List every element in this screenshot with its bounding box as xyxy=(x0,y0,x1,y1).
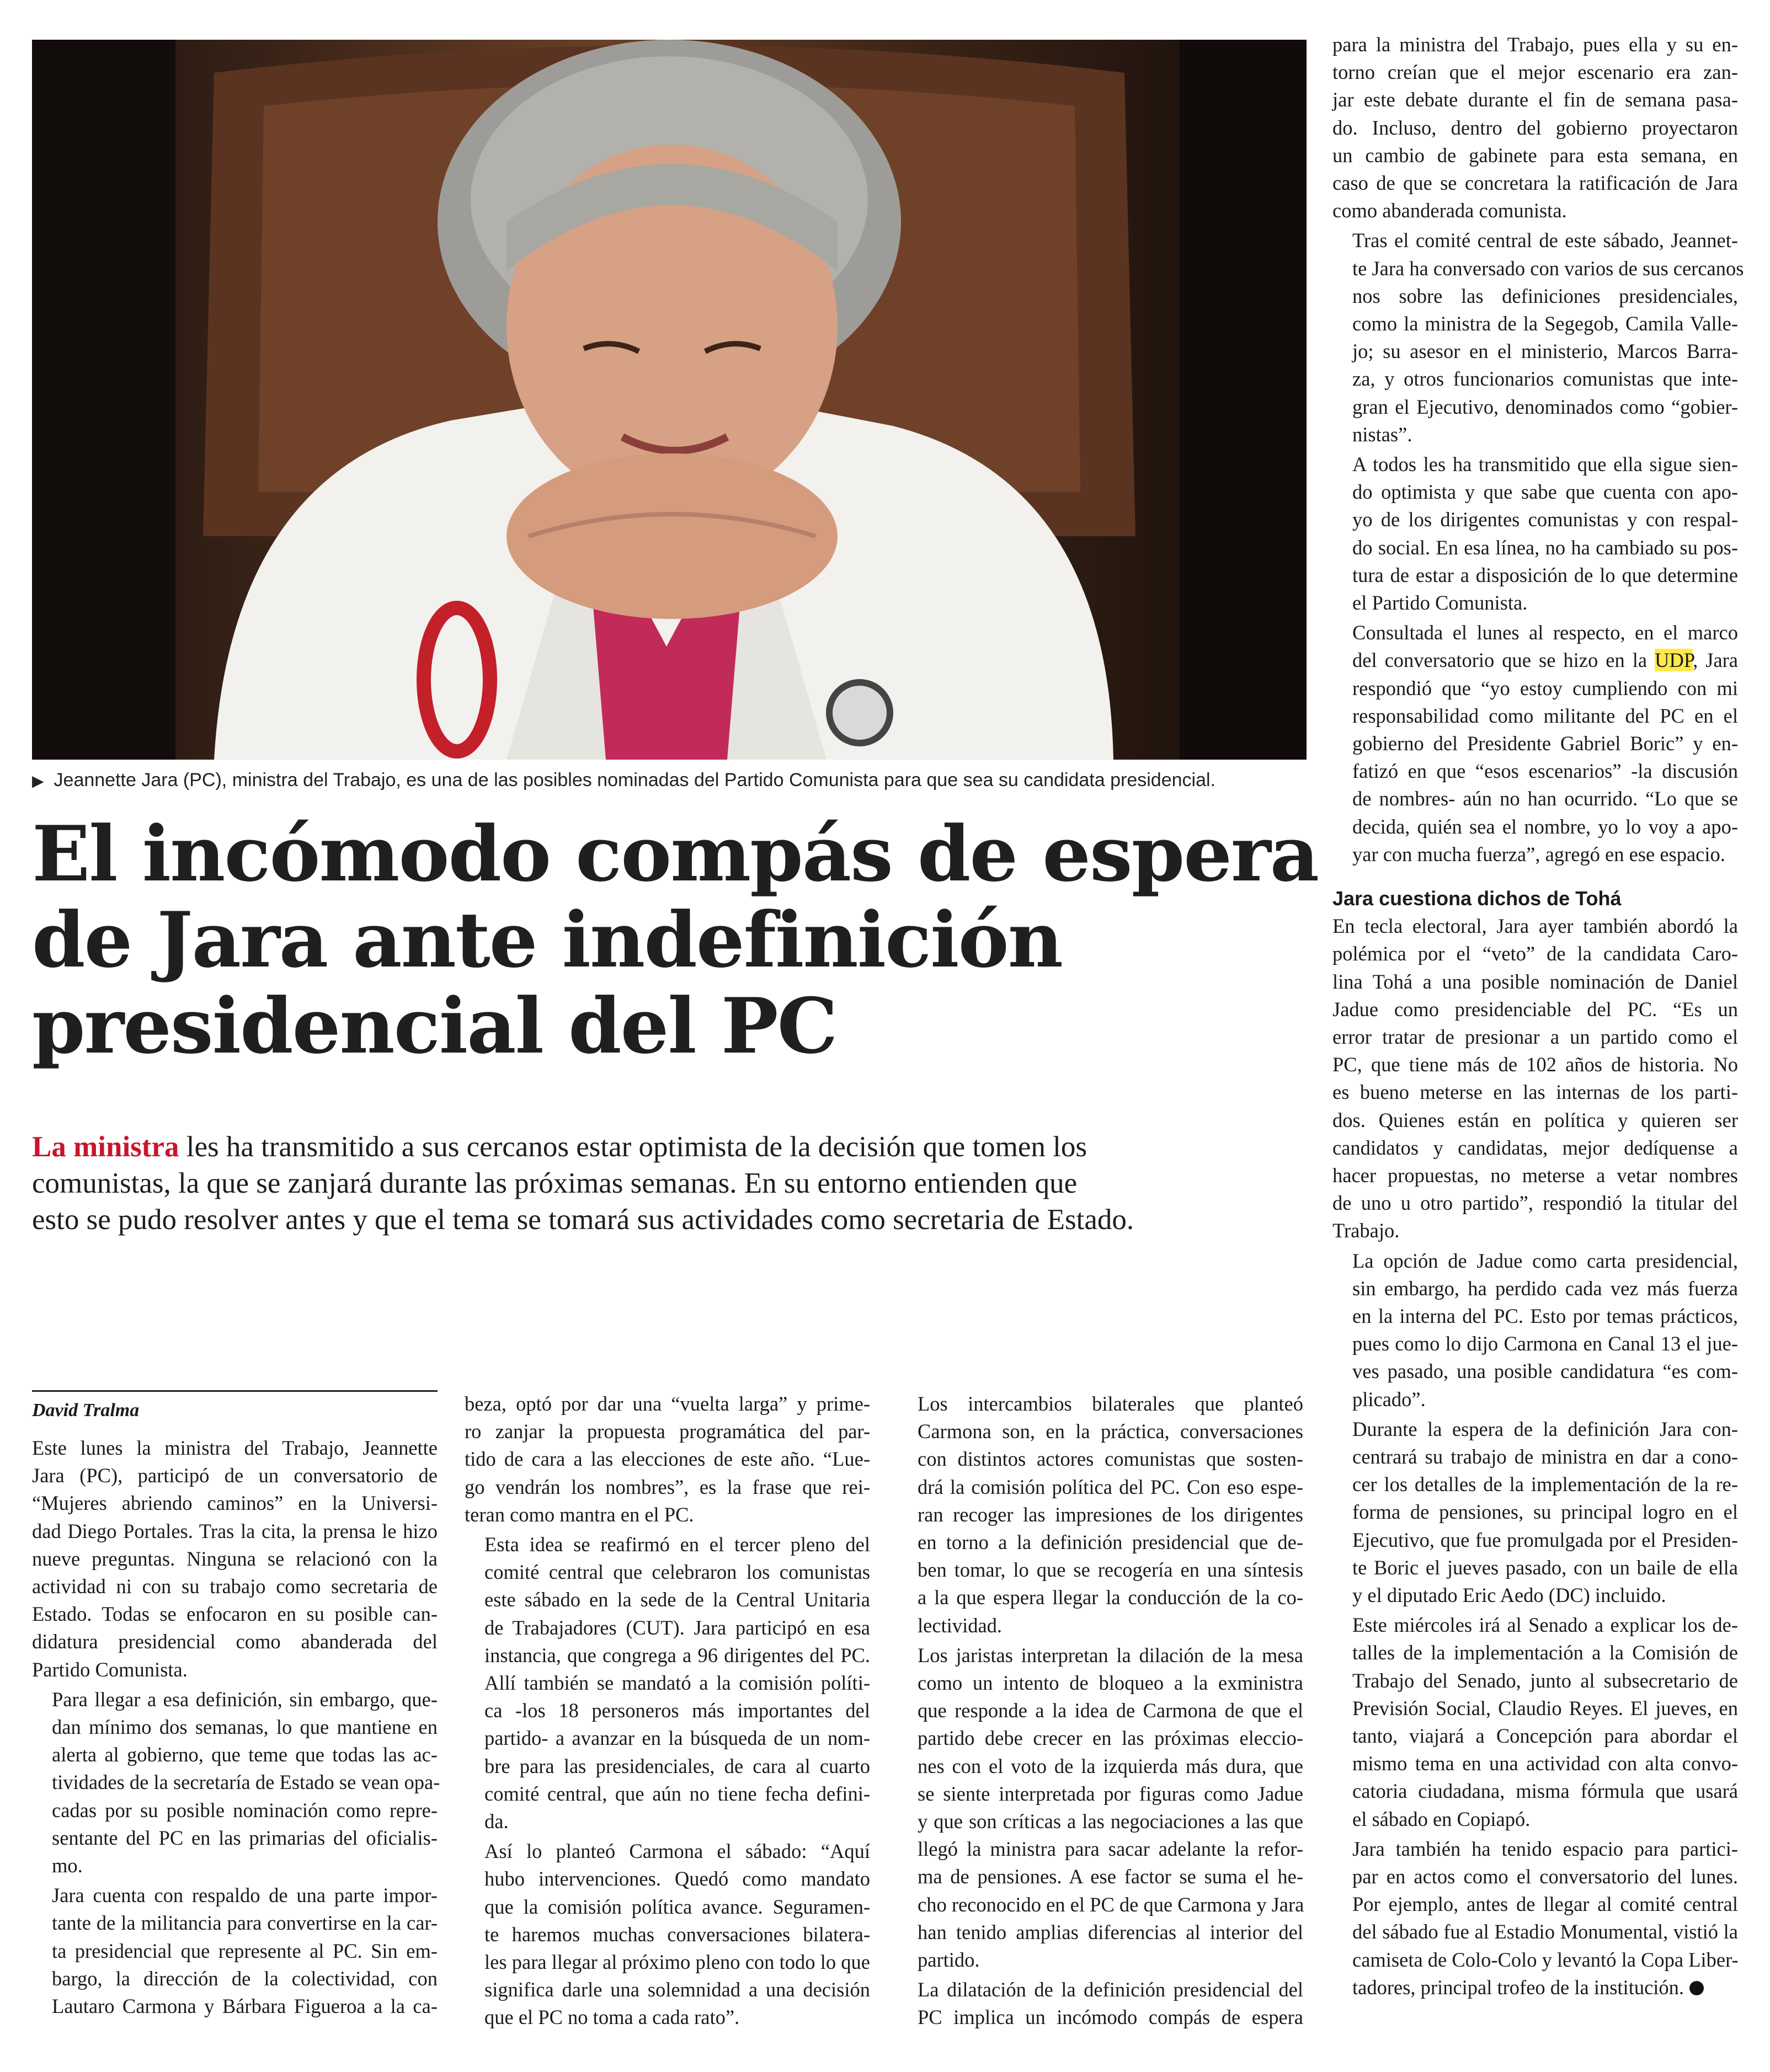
text-line: “Mujeres abriendo caminos” en la Universi- xyxy=(32,1492,438,1515)
text-line: Trabajo. xyxy=(1332,1219,1400,1242)
text-line: instancia, que congrega a 96 dirigentes del PC. xyxy=(484,1643,870,1667)
text-line: do. Incluso, dentro del gobierno proyectaron xyxy=(1332,116,1738,139)
text-line: Durante la espera de la definición Jara con- xyxy=(1352,1417,1738,1440)
text-line: sin embargo, ha perdido cada vez más fuerza xyxy=(1352,1277,1738,1300)
text-line: Por ejemplo, antes de llegar al comité central xyxy=(1352,1893,1738,1916)
text-line: partido- a avanzar en la búsqueda de un nom- xyxy=(484,1727,870,1750)
text-line: PC, que tiene más de 102 años de historia. No xyxy=(1332,1053,1738,1076)
text-line: fatizó en que “esos escenarios” -la discusión xyxy=(1352,760,1738,783)
text-fragment: del conversatorio que se hizo en la xyxy=(1352,649,1655,672)
text-line: dad Diego Portales. Tras la cita, la prensa le hizo xyxy=(32,1519,438,1542)
text-line: dos. Quienes están en política y quieren ser xyxy=(1332,1108,1738,1131)
text-line: el sábado en Copiapó. xyxy=(1352,1807,1531,1830)
text-line: Jara también ha tenido espacio para partici- xyxy=(1352,1837,1738,1860)
paragraph xyxy=(1332,31,1738,225)
text-line: Previsión Social, Claudio Reyes. El jueves, en xyxy=(1352,1696,1738,1719)
text-line: en la interna del PC. Esto por temas prácticos, xyxy=(1352,1304,1738,1327)
text-line: candidatos y candidatas, mejor dedíquense a xyxy=(1332,1136,1738,1159)
text-line: bargo, la dirección de la colectividad, con xyxy=(52,1967,438,1990)
text-line: que responde a la idea de Carmona de que el xyxy=(918,1699,1303,1722)
byline: David Tralma xyxy=(32,1390,438,1423)
text-line: Los intercambios bilaterales que planteó xyxy=(918,1392,1303,1415)
text-line: nueve preguntas. Ninguna se relacionó con la xyxy=(32,1547,438,1570)
text-line: jar este debate durante el fin de semana pasa- xyxy=(1332,88,1738,111)
text-line: respondió que “yo estoy cumpliendo con mi xyxy=(1352,676,1738,699)
paragraph xyxy=(465,1838,870,2031)
text-line: ta presidencial que represente al PC. Sin em- xyxy=(52,1939,438,1962)
text-line: lina Tohá a una posible nominación de Daniel xyxy=(1332,970,1738,993)
headline-line: de Jara ante indefinición xyxy=(32,895,1062,985)
text-line: que el PC no toma a cada rato”. xyxy=(484,2006,740,2029)
text-line: partido. xyxy=(918,1948,980,1972)
text-line: catoria ciudadana, misma fórmula que usará xyxy=(1352,1780,1738,1803)
text-line: tido de cara a las elecciones de este año. “Lue- xyxy=(465,1448,870,1471)
text-line: pues como lo dijo Carmona en Canal 13 el jue- xyxy=(1352,1332,1738,1355)
text-line: sentante del PC en las primarias del oficialis- xyxy=(52,1826,438,1849)
text-line: Para llegar a esa definición, sin embargo, que- xyxy=(52,1687,438,1711)
text-line: error tratar de presionar a un partido como el xyxy=(1332,1025,1738,1048)
text-line: do social. En esa línea, no ha cambiado su pos- xyxy=(1352,536,1738,559)
text-line: bre para las presidenciales, de cara al cuarto xyxy=(484,1754,870,1777)
paragraph xyxy=(1332,1611,1738,1833)
text-line: como la ministra de la Segegob, Camila Valle- xyxy=(1352,312,1738,335)
text-line: forma de pensiones, su principal logro en el xyxy=(1352,1500,1738,1524)
text-line: es bueno meterse en las internas de los parti- xyxy=(1332,1081,1738,1104)
text-line: mo. xyxy=(52,1854,83,1877)
portrait-photo-icon xyxy=(32,40,1307,760)
headline xyxy=(32,809,1319,1071)
text-line: Este miércoles irá al Senado a explicar los de- xyxy=(1352,1614,1738,1637)
text-line: Ejecutivo, que fue promulgada por el Presiden- xyxy=(1352,1528,1738,1551)
text-line: Lautaro Carmona y Bárbara Figueroa a la ca- xyxy=(52,1995,438,2018)
lead-line: esto se pudo resolver antes y que el tema se tomará sus actividades como secretaria de Estado. xyxy=(32,1204,1134,1236)
text-line: comité central, que aún no tiene fecha defini- xyxy=(484,1782,870,1805)
text-line: hacer propuestas, no meterse a vetar nombres xyxy=(1332,1163,1738,1187)
text-line: torno creían que el mejor escenario era zan- xyxy=(1332,61,1738,84)
text-line: lectividad. xyxy=(918,1614,1003,1637)
lead-line: comunistas, la que se zanjará durante las próximas semanas. En su entorno entienden que xyxy=(32,1167,1078,1199)
text-line: comité central que celebraron los comunistas xyxy=(484,1561,870,1584)
paragraph xyxy=(898,1976,1303,2031)
text-line: ca -los 18 personeros más importantes del xyxy=(484,1699,870,1722)
text-fragment: , Jara xyxy=(1693,649,1738,672)
text-line: de nombres- aún no han ocurrido. “Lo que se xyxy=(1352,787,1738,810)
paragraph xyxy=(1332,1416,1738,1609)
text-line: a la que espera llegar la conducción de la co- xyxy=(918,1586,1303,1609)
text-line: de uno u otro partido”, respondió la titular del xyxy=(1332,1192,1738,1215)
text-line: do optimista y que sabe que cuenta con apo- xyxy=(1352,480,1738,504)
lead-kicker: La ministra xyxy=(32,1131,179,1163)
text-line: Esta idea se reafirmó en el tercer pleno del xyxy=(484,1533,870,1556)
section-subhead: Jara cuestiona dichos de Tohá xyxy=(1332,887,1622,910)
text-line: y que son críticas a las negociaciones a las que xyxy=(918,1810,1303,1833)
text-line: camiseta de Colo-Colo y levantó la Copa Liber- xyxy=(1352,1948,1739,1971)
lead-paragraph xyxy=(32,1129,1318,1238)
text-line: Los jaristas interpretan la dilación de la mesa xyxy=(918,1643,1303,1667)
text-line: del sábado fue al Estadio Monumental, vistió la xyxy=(1352,1920,1738,1943)
text-line: Jara cuenta con respaldo de una parte impor- xyxy=(52,1884,438,1907)
text-line: de Trabajadores (CUT). Jara participó en esa xyxy=(484,1616,870,1639)
text-line: go vendrán los nombres”, es la frase que rei- xyxy=(465,1475,870,1498)
column-1 xyxy=(32,1434,438,2022)
text-line: te Boric el jueves pasado, con un baile de ella xyxy=(1352,1556,1738,1579)
text-line: En tecla electoral, Jara ayer también abordó la xyxy=(1332,915,1738,938)
text-line: un cambio de gabinete para esta semana, en xyxy=(1332,143,1738,167)
text-line: plicado”. xyxy=(1352,1387,1426,1411)
text-line: cer los detalles de la implementación de la re- xyxy=(1352,1473,1738,1496)
text-line: ran recoger las impresiones de los dirigentes xyxy=(918,1503,1303,1526)
text-line: gobierno del Presidente Gabriel Boric” y en- xyxy=(1352,732,1738,755)
text-line: par en actos como el conversatorio del lunes. xyxy=(1352,1865,1738,1888)
text-line: teran como mantra en el PC. xyxy=(465,1503,694,1526)
text-line: les para llegar al próximo pleno con todo lo que xyxy=(484,1951,870,1974)
text-line: Jara (PC), participó de un conversatorio de xyxy=(32,1464,438,1487)
text-line: Este lunes la ministra del Trabajo, Jeannette xyxy=(32,1436,438,1459)
paragraph xyxy=(1332,912,1738,1245)
column-3 xyxy=(898,1390,1303,2034)
paragraph xyxy=(465,1390,870,1529)
text-line: mismo tema en una actividad con alta convo- xyxy=(1352,1752,1738,1775)
text-line: alerta al gobierno, que teme que todas las ac- xyxy=(52,1743,438,1766)
text-line: han tenido amplias diferencias al interior del xyxy=(918,1920,1303,1943)
text-line: PC implica un incómodo compás de espera xyxy=(918,2006,1303,2029)
text-line: el Partido Comunista. xyxy=(1352,591,1528,615)
text-line: en torno a la definición presidencial que de- xyxy=(918,1531,1303,1554)
article-photo xyxy=(32,40,1307,760)
text-line: yo de los dirigentes comunistas y con respal- xyxy=(1352,508,1738,531)
text-line: este sábado en la sede de la Central Unitaria xyxy=(484,1588,870,1611)
text-line: te haremos muchas conversaciones bilatera- xyxy=(484,1923,870,1946)
text-line: caso de que se concretara la ratificación de Jara xyxy=(1332,172,1738,195)
paragraph xyxy=(898,1642,1303,1974)
text-line: tividades de la secretaría de Estado se vean opa- xyxy=(52,1771,440,1794)
text-line: da. xyxy=(484,1810,509,1833)
text-line: centrará su trabajo de ministra en dar a cono- xyxy=(1352,1445,1738,1468)
text-line: Jadue como presidenciable del PC. “Es un xyxy=(1332,997,1738,1021)
text-line: ves pasado, una posible candidatura “es com- xyxy=(1352,1360,1738,1383)
text-line: La dilatación de la definición presidencial del xyxy=(918,1978,1303,2001)
text-line: ro zanjar la propuesta programática del par- xyxy=(465,1420,870,1443)
text-line: cadas por su posible nominación como repre- xyxy=(52,1798,438,1822)
text-line: hubo intervenciones. Quedó como mandato xyxy=(484,1867,870,1891)
text-line: drá la comisión política del PC. Con eso espe- xyxy=(918,1475,1303,1498)
text-line xyxy=(1332,647,1738,674)
text-line: yar con mucha fuerza”, agregó en ese espacio. xyxy=(1352,842,1725,866)
paragraph xyxy=(1332,227,1744,448)
text-line: nes con el voto de la izquierda más dura, que xyxy=(918,1754,1303,1777)
text-line: Así lo planteó Carmona el sábado: “Aquí xyxy=(484,1840,870,1863)
text-line: significa darle una solemnidad a una decisión xyxy=(484,1978,870,2001)
text-line: Carmona son, en la práctica, conversaciones xyxy=(918,1420,1303,1443)
text-line: se siente interpretada por figuras como Jadue xyxy=(918,1782,1303,1805)
text-line: con distintos actores comunistas que sosten- xyxy=(918,1448,1303,1471)
caption-text: Jeannette Jara (PC), ministra del Trabajo, es una de las posibles nominadas del Partido Comunista para que sea su candidata presidencial. xyxy=(54,770,1215,791)
paragraph xyxy=(898,1390,1303,1640)
text-line: cho reconocido en el PC de que Carmona y Jara xyxy=(918,1893,1304,1916)
paragraph xyxy=(1332,619,1738,868)
text-line: didatura presidencial como abanderada del xyxy=(32,1630,438,1653)
text-line: para la ministra del Trabajo, pues ella y su en- xyxy=(1332,33,1738,56)
text-line: ben tomar, lo que se recogería en una síntesis xyxy=(918,1558,1303,1582)
paragraph xyxy=(1332,451,1738,617)
text-line: que la comisión política avance. Seguramen- xyxy=(484,1895,870,1918)
text-line: tanto, viajará a Concepción para abordar el xyxy=(1352,1724,1738,1747)
text-line: Estado. Todas se enfocaron en su posible can- xyxy=(32,1603,438,1626)
paragraph xyxy=(1332,1835,1738,2001)
text-line: partido debe crecer en las próximas eleccio- xyxy=(918,1727,1303,1750)
text-line: jo; su asesor en el ministerio, Marcos Barra- xyxy=(1352,340,1738,363)
text-line: responsabilidad como militante del PC en el xyxy=(1352,704,1738,727)
lead-line xyxy=(32,1129,1318,1165)
text-line: te Jara ha conversado con varios de sus cercanos xyxy=(1352,257,1744,280)
paragraph xyxy=(465,1531,870,1835)
text-line: dan mínimo dos semanas, lo que mantiene en xyxy=(52,1716,438,1739)
column-2 xyxy=(465,1390,870,2034)
text-line: como abanderada comunista. xyxy=(1332,199,1567,222)
text-line: como un intento de bloqueo a la exministra xyxy=(918,1672,1303,1695)
text-line: tadores, principal trofeo de la institución. xyxy=(1332,1974,1738,2001)
text-line: polémica por el “veto” de la candidata Caro- xyxy=(1332,942,1738,965)
text-line: za, y otros funcionarios comunistas que inte- xyxy=(1352,367,1738,391)
highlighted-text: UDP xyxy=(1655,649,1693,672)
text-line: nistas”. xyxy=(1352,423,1412,446)
text-line: Trabajo del Senado, junto al subsecretario de xyxy=(1352,1669,1738,1692)
text-line: ma de pensiones. A ese factor se suma el he- xyxy=(918,1865,1303,1888)
text-line: decida, quién sea el nombre, yo lo voy a apo- xyxy=(1352,815,1738,838)
text-line: La opción de Jadue como carta presidencial, xyxy=(1352,1249,1738,1272)
text-line: gran el Ejecutivo, denominados como “gobier- xyxy=(1352,395,1738,418)
text-line: Tras el comité central de este sábado, Jeannet- xyxy=(1352,229,1738,252)
text-lines xyxy=(1332,675,1738,868)
text-line: actividad ni con su trabajo como secretaria de xyxy=(32,1575,438,1598)
text-line: talles de la implementación a la Comisión de xyxy=(1352,1641,1738,1664)
headline-line: El incómodo compás de espera xyxy=(32,809,1319,899)
text-line: Consultada el lunes al respecto, en el marco xyxy=(1352,621,1738,644)
text-line: Partido Comunista. xyxy=(32,1658,188,1681)
paragraph xyxy=(1332,1247,1738,1413)
text-line: llegó la ministra para sacar adelante la refor- xyxy=(918,1838,1303,1861)
photo-caption xyxy=(32,768,1307,793)
caption-arrow-icon: ▶ xyxy=(32,772,44,789)
lead-line-text: les ha transmitido a sus cercanos estar optimista de la decisión que tomen los xyxy=(179,1131,1087,1163)
paragraph xyxy=(32,1686,438,1879)
paragraph xyxy=(32,1434,438,1684)
text-line: y el diputado Eric Aedo (DC) incluido. xyxy=(1352,1583,1666,1606)
text-line: beza, optó por dar una “vuelta larga” y prime- xyxy=(465,1392,870,1415)
end-mark-icon xyxy=(1689,1981,1704,1995)
text-line: Allí también se mandató a la comisión políti- xyxy=(484,1672,870,1695)
text-line: A todos les ha transmitido que ella sigue sien- xyxy=(1352,453,1738,476)
paragraph xyxy=(32,1882,438,2020)
text-line: tura de estar a disposición de lo que determine xyxy=(1352,563,1738,586)
text-line: nos sobre las definiciones presidenciales, xyxy=(1352,284,1738,307)
headline-line: presidencial del PC xyxy=(32,981,837,1071)
column-4 xyxy=(1332,31,1744,2004)
text-line: tante de la militancia para convertirse en la car- xyxy=(52,1911,438,1935)
